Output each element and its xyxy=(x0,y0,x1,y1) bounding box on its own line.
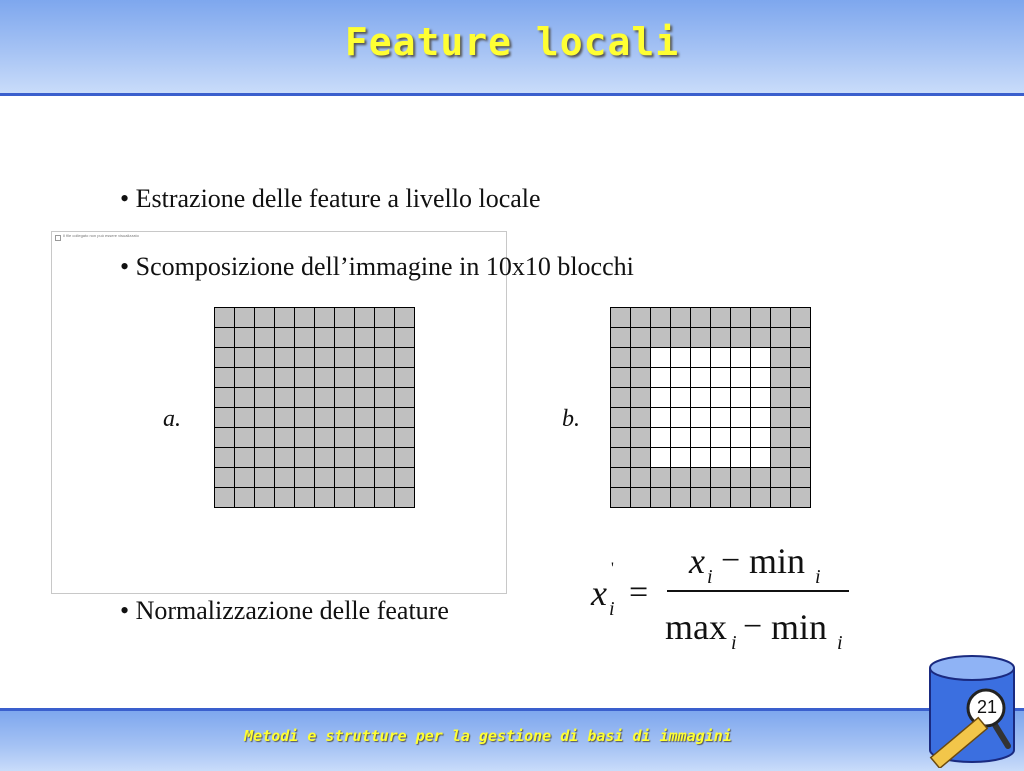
grid-b-cell xyxy=(731,368,751,388)
grid-b-cell xyxy=(631,488,651,508)
grid-a-cell xyxy=(295,348,315,368)
grid-b-cell xyxy=(691,368,711,388)
grid-b-cell xyxy=(611,308,631,328)
formula-num-min: min xyxy=(749,541,806,581)
formula-den-minus: − xyxy=(743,608,763,645)
grid-b-cell xyxy=(711,368,731,388)
grid-b-cell xyxy=(751,448,771,468)
formula-den-min-sub: i xyxy=(837,632,843,654)
grid-a-cell xyxy=(335,368,355,388)
slide-title: Feature locali xyxy=(344,20,680,64)
grid-a-cell xyxy=(395,428,415,448)
grid-b-cell xyxy=(651,468,671,488)
grid-b-cell xyxy=(771,308,791,328)
grid-a-cell xyxy=(395,328,415,348)
grid-b-cell xyxy=(691,388,711,408)
grid-b-cell xyxy=(691,488,711,508)
grid-b-cell xyxy=(611,328,631,348)
grid-b-cell xyxy=(751,328,771,348)
grid-a-cell xyxy=(215,388,235,408)
grid-a-cell xyxy=(315,468,335,488)
grid-a-cell xyxy=(255,368,275,388)
grid-b-cell xyxy=(791,428,811,448)
grid-a-cell xyxy=(315,348,335,368)
grid-a-cell xyxy=(255,308,275,328)
grid-a-cell xyxy=(335,448,355,468)
grid-b-label: b. xyxy=(562,406,580,432)
grid-a-cell xyxy=(355,408,375,428)
grid-b-cell xyxy=(611,488,631,508)
formula-lhs-sub: i xyxy=(609,598,615,620)
grid-a-cell xyxy=(215,308,235,328)
grid-b-cell xyxy=(771,348,791,368)
grid-b-cell xyxy=(771,408,791,428)
grid-a-cell xyxy=(355,468,375,488)
grid-b-cell xyxy=(711,488,731,508)
grid-a-cell xyxy=(315,428,335,448)
grid-a-cell xyxy=(335,428,355,448)
grid-b-cell xyxy=(651,488,671,508)
grid-a-cell xyxy=(375,468,395,488)
grid-a-cell xyxy=(255,408,275,428)
grid-b-cell xyxy=(611,468,631,488)
formula-num-min-sub: i xyxy=(815,566,821,588)
grid-a-cell xyxy=(375,368,395,388)
grid-a-cell xyxy=(375,388,395,408)
grid-b-cell xyxy=(651,388,671,408)
grid-b-cell xyxy=(751,428,771,448)
grid-b-cell xyxy=(651,428,671,448)
grid-a-cell xyxy=(335,468,355,488)
formula-lhs-var: x xyxy=(591,573,607,613)
grid-a-cell xyxy=(255,488,275,508)
grid-b-cell xyxy=(731,408,751,428)
grid-b-cell xyxy=(651,308,671,328)
grid-a-cell xyxy=(215,328,235,348)
grid-b-cell xyxy=(791,368,811,388)
grid-b-cell xyxy=(651,328,671,348)
grid-a-cell xyxy=(235,488,255,508)
grid-b-cell xyxy=(791,348,811,368)
grid-a-cell xyxy=(375,308,395,328)
grid-a-cell xyxy=(215,428,235,448)
grid-a-cell xyxy=(335,408,355,428)
grid-b-cell xyxy=(631,428,651,448)
grid-b xyxy=(610,307,811,508)
grid-a-cell xyxy=(295,448,315,468)
grid-b-cell xyxy=(631,368,651,388)
grid-b-cell xyxy=(711,388,731,408)
bullet-normalizzazione: • Normalizzazione delle feature xyxy=(120,596,449,625)
grid-a-cell xyxy=(335,488,355,508)
grid-b-cell xyxy=(771,368,791,388)
grid-b-cell xyxy=(731,428,751,448)
grid-a-cell xyxy=(375,448,395,468)
grid-b-cell xyxy=(751,408,771,428)
footer-text: Metodi e strutture per la gestione di basi di immagini xyxy=(244,727,732,745)
grid-b-cell xyxy=(631,448,651,468)
grid-a-cell xyxy=(255,468,275,488)
grid-b-cell xyxy=(751,348,771,368)
grid-b-cell xyxy=(731,488,751,508)
page-number: 21 xyxy=(976,697,998,717)
formula-lhs-prime: ' xyxy=(611,560,614,577)
grid-b-cell xyxy=(751,468,771,488)
grid-a-cell xyxy=(215,368,235,388)
grid-b-cell xyxy=(651,368,671,388)
grid-a-cell xyxy=(315,408,335,428)
grid-b-cell xyxy=(611,368,631,388)
grid-b-cell xyxy=(771,428,791,448)
grid-b-cell xyxy=(651,348,671,368)
grid-b-cell xyxy=(671,308,691,328)
grid-a-cell xyxy=(295,328,315,348)
grid-a-cell xyxy=(235,308,255,328)
grid-a-cell xyxy=(355,348,375,368)
grid-b-cell xyxy=(671,428,691,448)
grid-b-cell xyxy=(791,488,811,508)
grid-a-cell xyxy=(355,368,375,388)
grid-b-cell xyxy=(691,328,711,348)
grid-a-cell xyxy=(235,348,255,368)
grid-a-cell xyxy=(375,408,395,428)
grid-a-cell xyxy=(275,488,295,508)
grid-a-cell xyxy=(275,448,295,468)
bullet-scomposizione: • Scomposizione dell’immagine in 10x10 blocchi xyxy=(120,252,634,281)
grid-a-cell xyxy=(275,428,295,448)
formula-den-min: min xyxy=(771,607,828,647)
grid-a-cell xyxy=(275,388,295,408)
grid-b-cell xyxy=(731,348,751,368)
grid-b-cell xyxy=(751,368,771,388)
grid-b-cell xyxy=(791,308,811,328)
grid-a-cell xyxy=(275,408,295,428)
grid-a-cell xyxy=(295,428,315,448)
grid-a-cell xyxy=(395,348,415,368)
grid-b-cell xyxy=(671,488,691,508)
grid-b-cell xyxy=(711,348,731,368)
grid-b-cell xyxy=(711,308,731,328)
grid-b-cell xyxy=(691,408,711,428)
grid-a-cell xyxy=(395,468,415,488)
grid-b-cell xyxy=(691,448,711,468)
grid-a-cell xyxy=(215,488,235,508)
grid-a-label: a. xyxy=(163,406,181,432)
grid-b-cell xyxy=(671,468,691,488)
grid-a-cell xyxy=(255,388,275,408)
grid-b-cell xyxy=(691,428,711,448)
grid-b-cell xyxy=(711,448,731,468)
grid-a-cell xyxy=(315,328,335,348)
grid-a-cell xyxy=(355,428,375,448)
grid-a xyxy=(214,307,415,508)
grid-a-cell xyxy=(395,368,415,388)
bullet-estrazione: • Estrazione delle feature a livello locale xyxy=(120,184,541,213)
grid-b-cell xyxy=(731,468,751,488)
grid-a-cell xyxy=(255,428,275,448)
grid-a-cell xyxy=(335,328,355,348)
grid-b-cell xyxy=(711,468,731,488)
grid-a-cell xyxy=(375,348,395,368)
grid-a-cell xyxy=(295,488,315,508)
grid-a-cell xyxy=(295,368,315,388)
grid-b-cell xyxy=(731,308,751,328)
grid-a-cell xyxy=(315,308,335,328)
grid-a-cell xyxy=(295,468,315,488)
formula-num-minus: − xyxy=(721,542,741,579)
grid-a-cell xyxy=(295,408,315,428)
grid-a-cell xyxy=(295,388,315,408)
grid-a-cell xyxy=(395,388,415,408)
grid-a-cell xyxy=(355,488,375,508)
grid-a-cell xyxy=(315,488,335,508)
grid-a-cell xyxy=(315,388,335,408)
grid-a-cell xyxy=(395,308,415,328)
grid-b-cell xyxy=(791,468,811,488)
formula-num-var: x xyxy=(689,541,705,581)
broken-image-alt-text: Il file collegato non può essere visualizzato xyxy=(63,233,139,238)
formula-den-max-sub: i xyxy=(731,632,737,654)
formula-den-max: max xyxy=(665,607,727,647)
grid-b-cell xyxy=(791,408,811,428)
grid-a-cell xyxy=(235,448,255,468)
grid-a-cell xyxy=(235,388,255,408)
grid-b-cell xyxy=(611,428,631,448)
grid-b-cell xyxy=(671,408,691,428)
grid-b-cell xyxy=(731,328,751,348)
grid-b-cell xyxy=(631,408,651,428)
grid-a-cell xyxy=(295,308,315,328)
grid-a-cell xyxy=(315,368,335,388)
grid-b-cell xyxy=(611,448,631,468)
grid-b-cell xyxy=(651,448,671,468)
grid-b-cell xyxy=(791,328,811,348)
header-bar xyxy=(0,0,1024,96)
grid-b-cell xyxy=(751,488,771,508)
grid-a-cell xyxy=(255,328,275,348)
grid-b-cell xyxy=(691,468,711,488)
grid-b-cell xyxy=(771,388,791,408)
grid-b-cell xyxy=(691,308,711,328)
grid-a-cell xyxy=(275,368,295,388)
grid-a-cell xyxy=(235,328,255,348)
grid-a-cell xyxy=(255,348,275,368)
grid-b-cell xyxy=(731,448,751,468)
grid-b-cell xyxy=(631,328,651,348)
grid-b-cell xyxy=(771,468,791,488)
grid-b-cell xyxy=(611,408,631,428)
grid-b-cell xyxy=(751,308,771,328)
grid-a-cell xyxy=(235,368,255,388)
grid-b-cell xyxy=(671,388,691,408)
grid-b-cell xyxy=(671,328,691,348)
grid-a-cell xyxy=(275,328,295,348)
grid-a-cell xyxy=(235,408,255,428)
grid-a-cell xyxy=(235,468,255,488)
grid-a-cell xyxy=(255,448,275,468)
grid-a-cell xyxy=(215,348,235,368)
grid-a-cell xyxy=(275,468,295,488)
grid-a-cell xyxy=(375,428,395,448)
grid-b-cell xyxy=(771,488,791,508)
grid-b-cell xyxy=(611,348,631,368)
grid-a-cell xyxy=(395,408,415,428)
grid-b-cell xyxy=(631,468,651,488)
grid-b-cell xyxy=(771,448,791,468)
grid-b-cell xyxy=(611,388,631,408)
formula-equals: = xyxy=(629,574,649,611)
grid-b-cell xyxy=(711,408,731,428)
grid-b-cell xyxy=(631,388,651,408)
grid-a-cell xyxy=(335,388,355,408)
grid-a-cell xyxy=(215,448,235,468)
grid-a-cell xyxy=(355,308,375,328)
grid-a-cell xyxy=(335,308,355,328)
grid-b-cell xyxy=(771,328,791,348)
grid-a-cell xyxy=(215,408,235,428)
grid-a-cell xyxy=(275,348,295,368)
grid-a-cell xyxy=(215,468,235,488)
grid-b-cell xyxy=(651,408,671,428)
grid-a-cell xyxy=(375,328,395,348)
grid-b-cell xyxy=(671,368,691,388)
grid-b-cell xyxy=(711,328,731,348)
grid-b-cell xyxy=(671,348,691,368)
normalization-formula xyxy=(585,535,865,655)
grid-b-cell xyxy=(731,388,751,408)
formula-num-sub: i xyxy=(707,566,713,588)
grid-a-cell xyxy=(315,448,335,468)
footer-bar xyxy=(0,708,1024,771)
grid-a-cell xyxy=(395,488,415,508)
grid-b-cell xyxy=(631,308,651,328)
grid-a-cell xyxy=(355,448,375,468)
grid-a-cell xyxy=(395,448,415,468)
grid-a-cell xyxy=(275,308,295,328)
grid-b-cell xyxy=(751,388,771,408)
grid-b-cell xyxy=(671,448,691,468)
grid-a-cell xyxy=(355,388,375,408)
grid-a-cell xyxy=(335,348,355,368)
grid-a-cell xyxy=(355,328,375,348)
grid-b-cell xyxy=(791,388,811,408)
grid-b-cell xyxy=(791,448,811,468)
grid-b-cell xyxy=(711,428,731,448)
grid-b-cell xyxy=(691,348,711,368)
broken-image-icon xyxy=(55,235,61,241)
grid-a-cell xyxy=(375,488,395,508)
grid-a-cell xyxy=(235,428,255,448)
grid-b-cell xyxy=(631,348,651,368)
